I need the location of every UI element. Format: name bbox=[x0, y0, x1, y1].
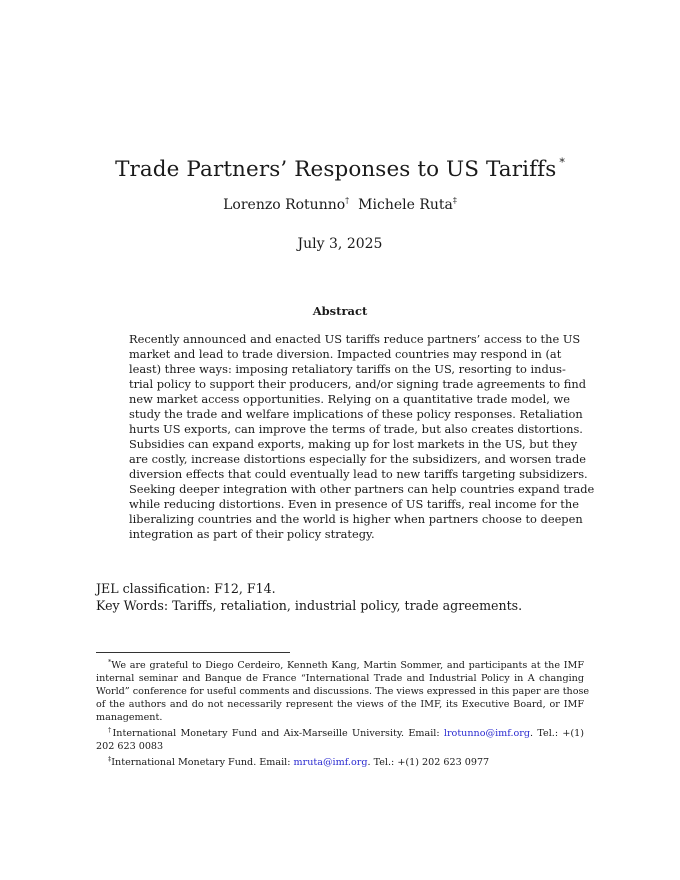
email-link[interactable]: lrotunno@imf.org bbox=[443, 728, 531, 739]
abstract-line: Recently announced and enacted US tariffs reduce partners’ access to the US bbox=[129, 332, 581, 346]
footnote-text: . Tel.: +(1) bbox=[530, 728, 584, 739]
abstract-line: study the trade and welfare implications of these policy responses. Retaliation bbox=[129, 407, 583, 421]
abstract-line: integration as part of their policy strategy. bbox=[129, 527, 375, 541]
abstract-line: while reducing distortions. Even in presence of US tariffs, real income for the bbox=[129, 497, 579, 511]
keywords: Key Words: Tariffs, retaliation, industrial policy, trade agreements. bbox=[96, 598, 523, 613]
footnote-author-2 bbox=[96, 753, 584, 769]
footnote-text: International Monetary Fund. Email: bbox=[111, 757, 294, 768]
email-link[interactable]: mruta@imf.org bbox=[293, 757, 368, 768]
footnote-text: . Tel.: +(1) 202 623 0977 bbox=[367, 757, 490, 768]
abstract-line: diversion effects that could eventually lead to new tariffs targeting subsidizers. bbox=[129, 467, 588, 481]
footnote-line: internal seminar and Banque de France “International Trade and Industrial Policy in A changing bbox=[96, 673, 584, 684]
abstract-line: Seeking deeper integration with other partners can help countries expand trade bbox=[129, 482, 595, 496]
footnote-text: International Monetary Fund and Aix-Marseille University. Email: bbox=[112, 728, 444, 739]
author-footnote-mark: ‡ bbox=[452, 196, 457, 205]
author-footnote-mark: † bbox=[345, 196, 350, 205]
footnote-mark: † bbox=[108, 726, 113, 734]
footnote-acknowledgements bbox=[96, 656, 590, 724]
abstract-line: least) three ways: imposing retaliatory tariffs on the US, resorting to indus- bbox=[129, 362, 566, 376]
abstract-line: market and lead to trade diversion. Impacted countries may respond in (at bbox=[129, 347, 562, 361]
abstract-body bbox=[129, 332, 595, 542]
paper-title-text: Trade Partners’ Responses to US Tariffs bbox=[115, 157, 557, 183]
footnote-line: 202 623 0083 bbox=[96, 741, 164, 752]
abstract-line: are costly, increase distortions especially for the subsidizers, and worsen trade bbox=[129, 452, 586, 466]
footnote-line: We are grateful to Diego Cerdeiro, Kenneth Kang, Martin Sommer, and participants at the IMF bbox=[111, 660, 584, 671]
abstract-line: hurts US exports, can improve the terms of trade, but also creates distortions. bbox=[129, 422, 583, 436]
footnote-mark: * bbox=[108, 658, 112, 666]
footnote-author-1 bbox=[96, 724, 584, 753]
footnotes bbox=[96, 656, 590, 769]
footnote-line: of the authors and do not necessarily represent the views of the IMF, its Executive Board, or IMF bbox=[96, 699, 584, 710]
jel-classification: JEL classification: F12, F14. bbox=[96, 581, 276, 596]
title-footnote-mark: * bbox=[559, 156, 565, 170]
abstract-line: trial policy to support their producers, and/or signing trade agreements to find bbox=[129, 377, 587, 391]
abstract-line: liberalizing countries and the world is higher when partners choose to deepen bbox=[129, 512, 583, 526]
author-name: Lorenzo Rotunno bbox=[223, 197, 346, 213]
author-list bbox=[0, 196, 680, 213]
footnote-line: management. bbox=[96, 712, 163, 723]
footnote-rule bbox=[96, 652, 290, 653]
abstract-line: new market access opportunities. Relying on a quantitative trade model, we bbox=[129, 392, 571, 406]
abstract-line: Subsidies can expand exports, making up for lost markets in the US, but they bbox=[129, 437, 578, 451]
footnote-line: World” conference for useful comments and discussions. The views expressed in this paper are those bbox=[96, 686, 590, 697]
publication-date: July 3, 2025 bbox=[297, 236, 383, 252]
abstract-heading: Abstract bbox=[312, 304, 368, 318]
author-name: Michele Ruta bbox=[358, 197, 453, 213]
footnote-mark: ‡ bbox=[108, 755, 112, 763]
paper-title bbox=[0, 156, 680, 182]
